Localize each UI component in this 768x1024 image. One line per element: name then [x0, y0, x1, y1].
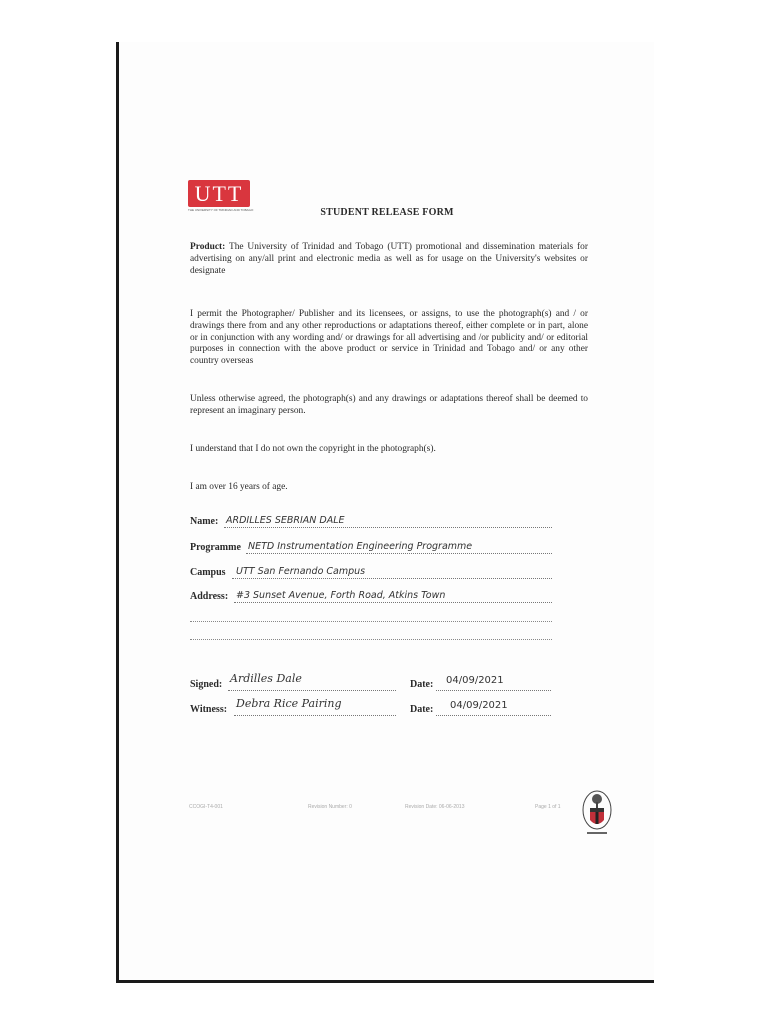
- date-label-1: Date:: [410, 679, 434, 690]
- witness-signature: Debra Rice Pairing: [236, 697, 342, 710]
- address-line-3: [190, 639, 552, 640]
- product-label: Product:: [190, 242, 226, 252]
- footer-page-number: Page 1 of 1: [535, 804, 561, 810]
- address-field: [190, 587, 552, 603]
- date-label-2: Date:: [410, 704, 434, 715]
- campus-value: UTT San Fernando Campus: [236, 566, 366, 577]
- address-value: #3 Sunset Avenue, Forth Road, Atkins Town: [236, 590, 446, 601]
- date-value-1: 04/09/2021: [446, 675, 504, 686]
- campus-label: Campus: [190, 567, 226, 578]
- name-line: [224, 527, 552, 528]
- form-title: STUDENT RELEASE FORM: [320, 207, 454, 218]
- product-text: The University of Trinidad and Tobago (UTT) promotional and dissemination materials for advertising on any/all print and electronic media as well as for usage on the University's websites or designate: [190, 242, 588, 276]
- scan-border-bottom: [116, 980, 654, 983]
- signed-line: [228, 690, 396, 691]
- name-field: [190, 512, 552, 528]
- programme-field: [190, 538, 552, 554]
- signed-signature: Ardilles Dale: [230, 672, 302, 685]
- address-label: Address:: [190, 591, 229, 602]
- copyright-paragraph: I understand that I do not own the copyright in the photograph(s).: [190, 444, 436, 454]
- name-value: ARDILLES SEBRIAN DALE: [226, 515, 345, 526]
- date-line-2: [436, 715, 551, 716]
- permission-paragraph: I permit the Photographer/ Publisher and its licensees, or assigns, to use the photograph(s) and / or drawings there from and any other reproductions or adaptations thereof, either complete or in part, alone or in conjunction with any wording and/ or drawings for all advertising and /or publicity and/ or editorial purposes in connection with the above product or service in Trinidad and Tobago and/ or any other country overseas: [190, 309, 588, 367]
- footer-revision-date: Revision Date: 06-06-2013: [405, 804, 465, 810]
- date-line-1: [436, 690, 551, 691]
- utt-logo-subtext: THE UNIVERSITY OF TRINIDAD AND TOBAGO: [188, 208, 254, 212]
- utt-logo: UTT: [188, 180, 250, 207]
- footer-revision-number: Revision Number: 0: [308, 804, 352, 810]
- address-line: [234, 602, 552, 603]
- witness-line: [234, 715, 396, 716]
- date-value-2: 04/09/2021: [450, 700, 508, 711]
- footer-document-code: CCOGI-T4-001: [189, 804, 223, 810]
- imaginary-person-paragraph: Unless otherwise agreed, the photograph(s) and any drawings or adaptations thereof shall be deemed to represent an imaginary person.: [190, 394, 588, 416]
- signed-label: Signed:: [190, 679, 223, 690]
- product-paragraph: [190, 242, 588, 277]
- programme-label: Programme: [190, 542, 241, 553]
- programme-value: NETD Instrumentation Engineering Programme: [248, 541, 473, 552]
- campus-field: [190, 563, 552, 579]
- address-line-2: [190, 621, 552, 622]
- name-label: Name:: [190, 516, 219, 527]
- age-paragraph: I am over 16 years of age.: [190, 482, 288, 492]
- programme-line: [246, 553, 552, 554]
- campus-line: [232, 578, 552, 579]
- witness-label: Witness:: [190, 704, 228, 715]
- university-seal-icon: [581, 788, 613, 838]
